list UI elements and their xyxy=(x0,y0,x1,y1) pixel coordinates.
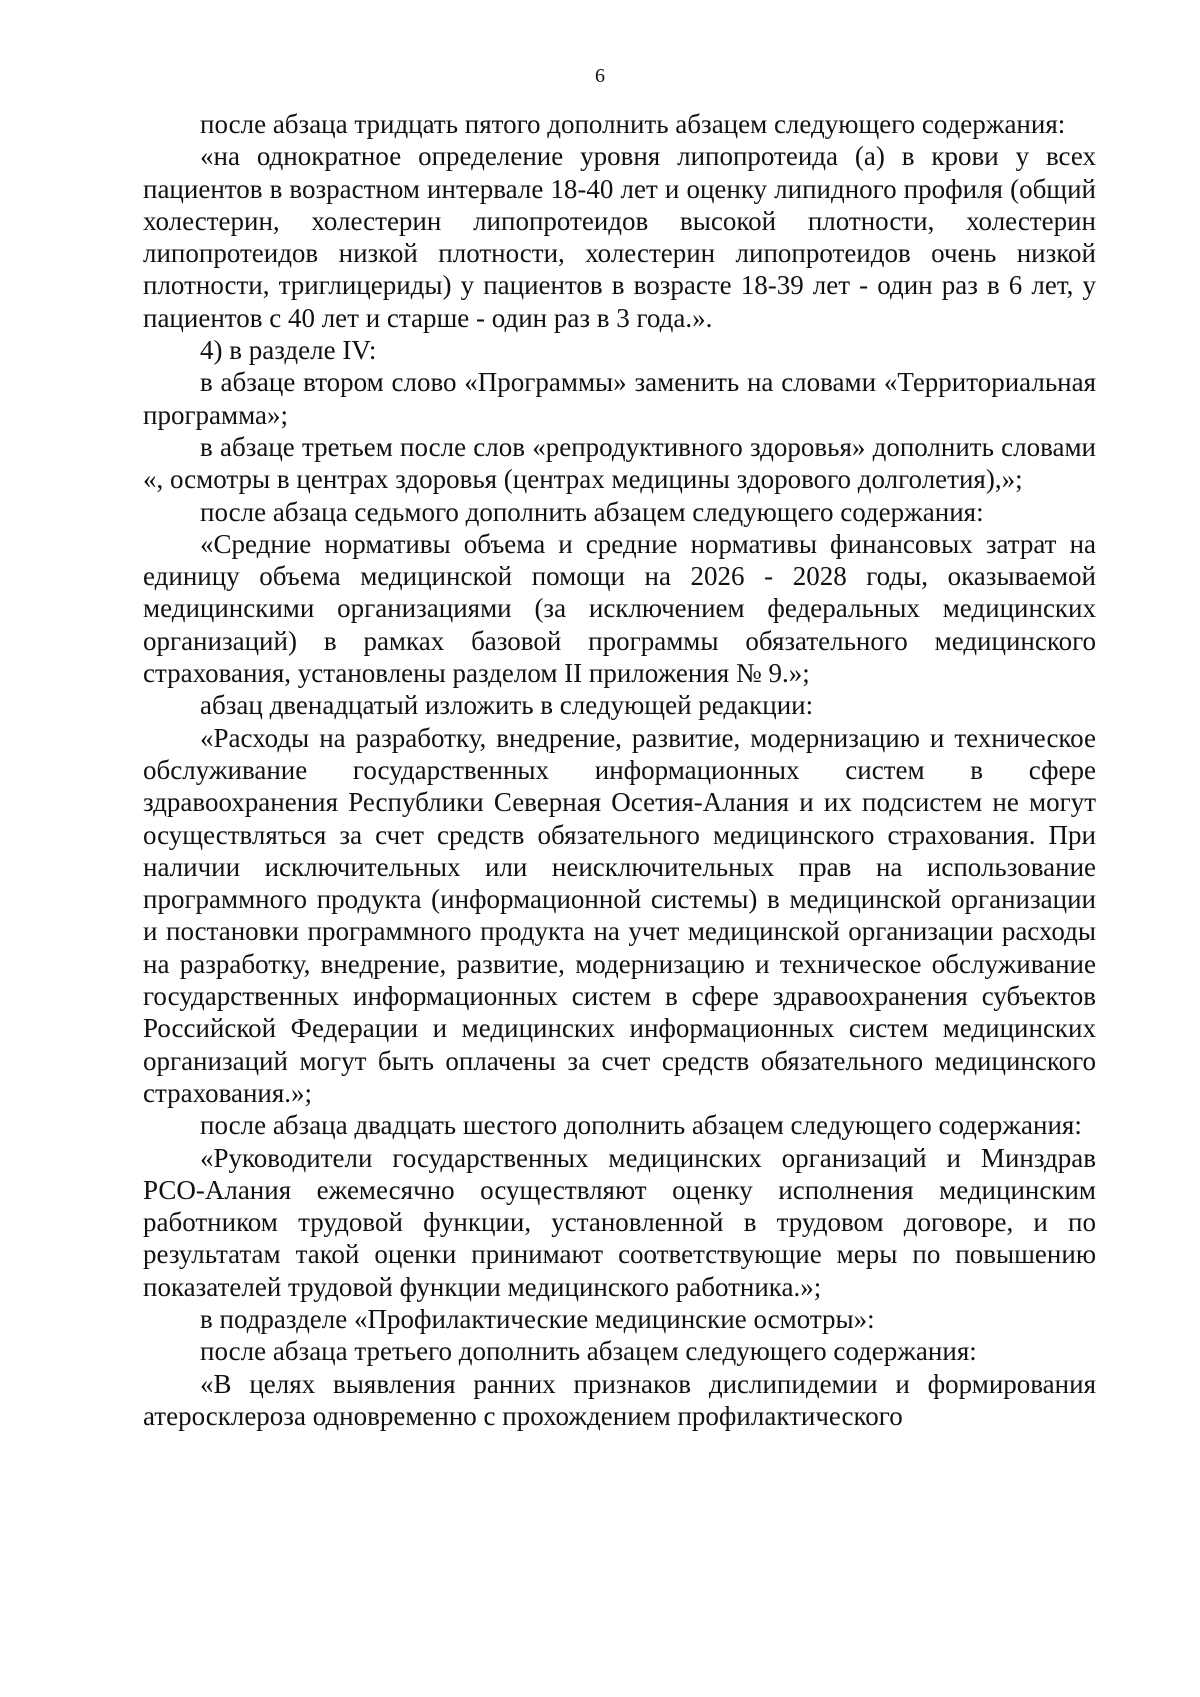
paragraph: после абзаца седьмого дополнить абзацем следующего содержания: xyxy=(200,496,984,527)
paragraph: абзац двенадцатый изложить в следующей редакции: xyxy=(200,690,814,721)
paragraph: «В целях выявления ранних признаков дислипидемии и формирования атеросклероза одновременно с прохождением профилактического xyxy=(143,1368,1096,1431)
paragraph: 4) в разделе IV: xyxy=(200,335,377,366)
paragraph: после абзаца третьего дополнить абзацем следующего содержания: xyxy=(200,1336,977,1367)
paragraph: в подразделе «Профилактические медицинские осмотры»: xyxy=(200,1303,875,1334)
paragraph: в абзаце втором слово «Программы» заменить на словами «Территориальная программа»; xyxy=(143,367,1096,430)
paragraph: после абзаца двадцать шестого дополнить абзацем следующего содержания: xyxy=(200,1110,1082,1141)
paragraph: «Расходы на разработку, внедрение, развитие, модернизацию и техническое обслуживание государственных информационных систем в сфере здравоохранения Республики Северная Осетия-Алания и их подсистем не могут осуществляться за счет средств обязательного медицинского страхования. При наличии исключительных или неисключительных прав на использование программного продукта (информационной системы) в медицинской организации и постановки программного продукта на учет медицинской организации расходы на разработку, внедрение, развитие, модернизацию и техническое обслуживание государственных информационных систем в сфере здравоохранения субъектов Российской Федерации и медицинских информационных систем медицинских организаций могут быть оплачены за счет средств обязательного медицинского страхования.»; xyxy=(143,722,1096,1108)
paragraph: «на однократное определение уровня липопротеида (а) в крови у всех пациентов в возрастном интервале 18-40 лет и оценку липидного профиля (общий холестерин, холестерин липопротеидов высокой плотности, холестерин липопротеидов низкой плотности, холестерин липопротеидов очень низкой плотности, триглицериды) у пациентов в возрасте 18-39 лет - один раз в 6 лет, у пациентов с 40 лет и старше - один раз в 3 года.». xyxy=(143,141,1096,333)
paragraph: после абзаца тридцать пятого дополнить абзацем следующего содержания: xyxy=(200,109,1066,139)
paragraph: «Руководители государственных медицинских организаций и Минздрав РСО-Алания ежемесячно осуществляют оценку исполнения медицинским работником трудовой функции, установленной в трудовом договоре, и по результатам такой оценки принимают соответствующие меры по повышению показателей трудовой функции медицинского работника.»; xyxy=(143,1142,1096,1302)
paragraph: в абзаце третьем после слов «репродуктивного здоровья» дополнить словами «, осмотры в центрах здоровья (центрах медицины здорового долголетия),»; xyxy=(143,431,1096,495)
document-body xyxy=(143,108,1096,1432)
page-number: 6 xyxy=(595,65,605,87)
paragraph: «Средние нормативы объема и средние нормативы финансовых затрат на единицу объема медицинской помощи на 2026 - 2028 годы, оказываемой медицинскими организациями (за исключением федеральных медицинских организаций) в рамках базовой программы обязательного медицинского страхования, установлены разделом II приложения № 9.»; xyxy=(143,528,1096,689)
